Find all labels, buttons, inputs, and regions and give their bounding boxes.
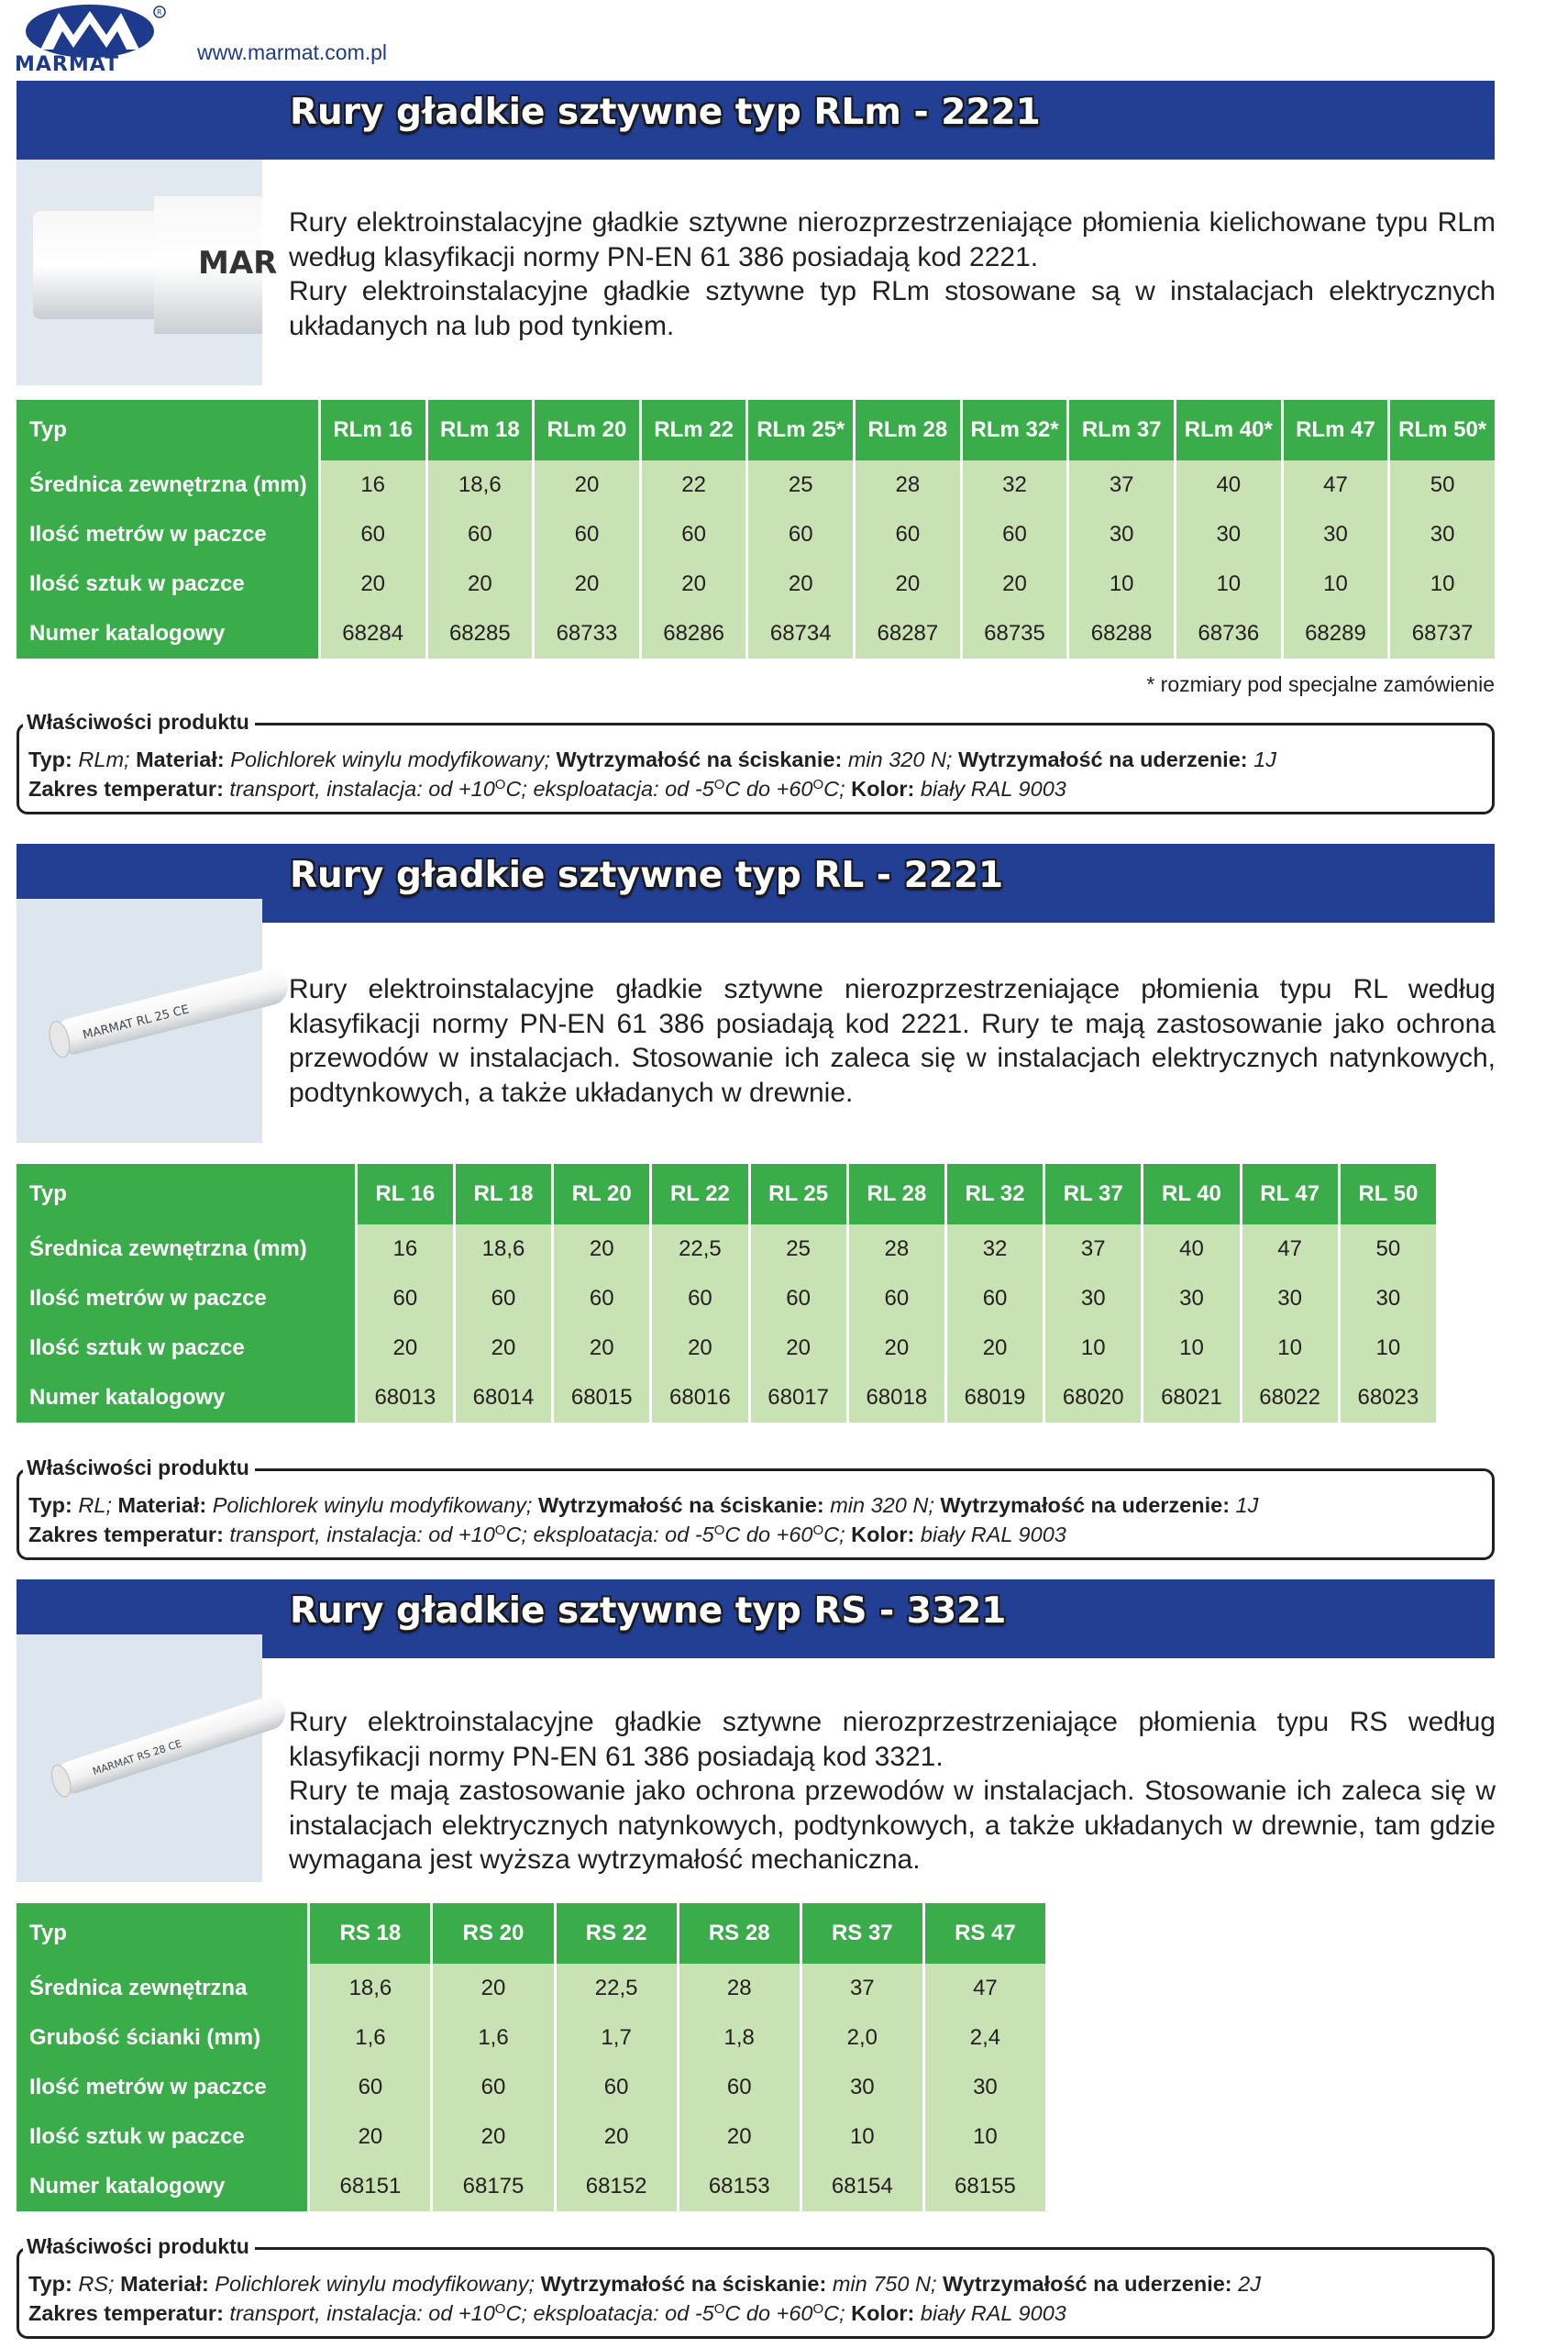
description-paragraph: Rury elektroinstalacyjne gładkie sztywne typ RLm stosowane są w instalacjach elektrycznych układanych na lub pod tynkiem.	[289, 276, 1496, 341]
properties-line-2: Zakres temperatur: transport, instalacja: od $+10^OC$; eksploatacja: od $-5^OC$ do $+60^OC$; Kolor: biały RAL 9003	[28, 2301, 1066, 2325]
table-cell: 20	[963, 559, 1067, 609]
column-header: RL 37	[1045, 1164, 1141, 1224]
website-link[interactable]: www.marmat.com.pl	[197, 40, 388, 64]
table-cell: 40	[1143, 1224, 1239, 1274]
column-header: RS 47	[925, 1903, 1045, 1964]
properties-line-1: Typ: RLm; Materiał: Polichlorek winylu modyfikowany; Wytrzymałość na ściskanie: min 320 N; Wytrzymałość na uderzenie: 1J	[28, 748, 1276, 771]
column-header: RLm 20	[535, 400, 639, 460]
row-label: Numer katalogowy	[17, 2162, 307, 2211]
table-cell: 68733	[535, 609, 639, 659]
table-cell: 68284	[321, 609, 425, 659]
properties-line-2: Zakres temperatur: transport, instalacja: od $+10^OC$; eksploatacja: od $-5^OC$ do $+60^OC$; Kolor: biały RAL 9003	[28, 777, 1066, 801]
column-header: RL 22	[652, 1164, 747, 1224]
column-header: RLm 37	[1069, 400, 1174, 460]
table-row	[17, 1964, 1045, 2013]
table-header-row	[17, 1903, 1045, 1964]
table-cell: 68013	[358, 1373, 453, 1423]
table-cell: 20	[557, 2112, 677, 2162]
table-cell: 30	[1143, 1274, 1239, 1324]
table-row	[17, 1274, 1436, 1324]
svg-text:R: R	[157, 8, 162, 17]
table-row	[17, 510, 1495, 559]
description-paragraph: Rury elektroinstalacyjne gładkie sztywne nierozprzestrzeniające płomienia typu RS według klasyfikacji normy PN-EN 61 386 posiadają kod 3321.	[289, 1707, 1496, 1772]
table-cell: 20	[652, 1324, 747, 1373]
column-header: RS 28	[679, 1903, 800, 1964]
table-cell: 20	[947, 1324, 1043, 1373]
table-cell: 1,8	[679, 2013, 800, 2063]
table-cell: 60	[456, 1274, 551, 1324]
table-row	[17, 2112, 1045, 2162]
table-cell: 18,6	[456, 1224, 551, 1274]
table-cell: 50	[1341, 1224, 1436, 1274]
column-header: RLm 40*	[1176, 400, 1281, 460]
product-photo	[17, 1634, 262, 1882]
row-label: Grubość ścianki (mm)	[17, 2013, 307, 2063]
table-cell: 20	[428, 559, 533, 609]
spec-table-rs	[14, 1903, 1048, 2211]
column-header: RLm 16	[321, 400, 425, 460]
table-cell: 25	[748, 460, 853, 510]
table-cell: 20	[433, 2112, 553, 2162]
column-header: RL 40	[1143, 1164, 1239, 1224]
table-cell: 10	[1341, 1324, 1436, 1373]
table-cell: 37	[1045, 1224, 1141, 1274]
table-cell: 2,4	[925, 2013, 1045, 2063]
properties-legend: Właściwości produktu	[23, 2234, 255, 2259]
spec-table-rlm	[14, 400, 1497, 659]
svg-text:MAR: MAR	[198, 245, 278, 282]
table-cell: 68153	[679, 2162, 800, 2211]
table-cell: 30	[1176, 510, 1281, 559]
table-cell: 30	[1341, 1274, 1436, 1324]
table-cell: 68022	[1242, 1373, 1338, 1423]
table-header-label: Typ	[17, 400, 318, 460]
properties-line-2: Zakres temperatur: transport, instalacja: od $+10^OC$; eksploatacja: od $-5^OC$ do $+60^OC$; Kolor: biały RAL 9003	[28, 1523, 1066, 1546]
row-label: Ilość sztuk w paczce	[17, 559, 318, 609]
row-label: Ilość sztuk w paczce	[17, 1324, 355, 1373]
table-row	[17, 2063, 1045, 2112]
description-paragraph: Rury elektroinstalacyjne gładkie sztywne nierozprzestrzeniające płomienia kielichowane typu RLm według klasyfikacji normy PN-EN 61 386 posiadają kod 2221.	[289, 207, 1496, 272]
table-row	[17, 1224, 1436, 1274]
table-cell: 60	[428, 510, 533, 559]
properties-line-1: Typ: RL; Materiał: Polichlorek winylu modyfikowany; Wytrzymałość na ściskanie: min 320 N; Wytrzymałość na uderzenie: 1J	[28, 1493, 1259, 1517]
table-cell: 20	[310, 2112, 430, 2162]
column-header: RL 47	[1242, 1164, 1338, 1224]
table-cell: 10	[1390, 559, 1495, 609]
column-header: RLm 25*	[748, 400, 853, 460]
table-cell: 30	[1242, 1274, 1338, 1324]
row-label: Numer katalogowy	[17, 609, 318, 659]
table-cell: 68152	[557, 2162, 677, 2211]
table-header-row	[17, 400, 1495, 460]
table-cell: 47	[1284, 460, 1388, 510]
table-cell: 16	[321, 460, 425, 510]
table-cell: 60	[849, 1274, 944, 1324]
column-header: RS 37	[802, 1903, 922, 1964]
table-cell: 68288	[1069, 609, 1174, 659]
properties-legend: Właściwości produktu	[23, 1456, 255, 1480]
row-label: Średnica zewnętrzna (mm)	[17, 460, 318, 510]
row-label: Średnica zewnętrzna	[17, 1964, 307, 2013]
table-cell: 32	[947, 1224, 1043, 1274]
section-banner-left	[17, 81, 275, 160]
table-cell: 60	[963, 510, 1067, 559]
column-header: RLm 32*	[963, 400, 1067, 460]
table-cell: 30	[1390, 510, 1495, 559]
column-header: RLm 18	[428, 400, 533, 460]
product-properties-box	[17, 1456, 1495, 1560]
logo-wordmark: MARMAT	[15, 53, 120, 76]
table-row	[17, 1373, 1436, 1423]
table-cell: 22	[642, 460, 746, 510]
table-cell: 16	[358, 1224, 453, 1274]
table-cell: 28	[679, 1964, 800, 2013]
table-cell: 10	[1069, 559, 1174, 609]
table-cell: 30	[802, 2063, 922, 2112]
table-cell: 30	[925, 2063, 1045, 2112]
table-cell: 60	[748, 510, 853, 559]
table-cell: 30	[1045, 1274, 1141, 1324]
table-cell: 68017	[751, 1373, 846, 1423]
row-label: Ilość metrów w paczce	[17, 1274, 355, 1324]
table-cell: 60	[310, 2063, 430, 2112]
section-description	[289, 1705, 1496, 1877]
spec-table-rl	[14, 1164, 1439, 1423]
table-cell: 60	[433, 2063, 553, 2112]
table-cell: 47	[1242, 1224, 1338, 1274]
footnote: * rozmiary pod specjalne zamówienie	[1146, 672, 1495, 696]
column-header: RLm 47	[1284, 400, 1388, 460]
table-cell: 60	[642, 510, 746, 559]
table-cell: 1,7	[557, 2013, 677, 2063]
column-header: RLm 50*	[1390, 400, 1495, 460]
table-cell: 68287	[856, 609, 960, 659]
table-cell: 18,6	[428, 460, 533, 510]
table-cell: 10	[1143, 1324, 1239, 1373]
table-cell: 68014	[456, 1373, 551, 1423]
properties-legend: Właściwości produktu	[23, 710, 255, 735]
table-cell: 10	[802, 2112, 922, 2162]
product-properties-box	[17, 2234, 1495, 2339]
table-cell: 10	[1176, 559, 1281, 609]
table-cell: 10	[1242, 1324, 1338, 1373]
table-cell: 68155	[925, 2162, 1045, 2211]
table-cell: 2,0	[802, 2013, 922, 2063]
table-cell: 28	[856, 460, 960, 510]
column-header: RLm 22	[642, 400, 746, 460]
row-label: Ilość metrów w paczce	[17, 510, 318, 559]
table-cell: 68023	[1341, 1373, 1436, 1423]
table-cell: 20	[321, 559, 425, 609]
column-header: RL 50	[1341, 1164, 1436, 1224]
section-title: Rury gładkie sztywne typ RL - 2221	[290, 855, 1004, 896]
column-header: RS 18	[310, 1903, 430, 1964]
table-cell: 60	[557, 2063, 677, 2112]
table-cell: 22,5	[557, 1964, 677, 2013]
table-cell: 20	[554, 1324, 649, 1373]
table-row	[17, 460, 1495, 510]
row-label: Średnica zewnętrzna (mm)	[17, 1224, 355, 1274]
description-paragraph: Rury te mają zastosowanie jako ochrona przewodów w instalacjach. Stosowanie ich zaleca się w instalacjach elektrycznych natynkowych, podtynkowych, a także układanych w drewnie, tam gdzie wymagana jest wyższa wytrzymałość mechaniczna.	[289, 1776, 1496, 1875]
table-cell: 68154	[802, 2162, 922, 2211]
table-row	[17, 1324, 1436, 1373]
row-label: Ilość sztuk w paczce	[17, 2112, 307, 2162]
pipe-rlm-image	[17, 160, 278, 385]
table-cell: 68736	[1176, 609, 1281, 659]
table-row	[17, 2162, 1045, 2211]
column-header: RL 32	[947, 1164, 1043, 1224]
table-cell: 25	[751, 1224, 846, 1274]
table-cell: 68019	[947, 1373, 1043, 1423]
column-header: RS 20	[433, 1903, 553, 1964]
column-header: RL 18	[456, 1164, 551, 1224]
table-cell: 50	[1390, 460, 1495, 510]
table-cell: 60	[321, 510, 425, 559]
column-header: RLm 28	[856, 400, 960, 460]
table-cell: 60	[947, 1274, 1043, 1324]
table-cell: 60	[679, 2063, 800, 2112]
table-header-label: Typ	[17, 1903, 307, 1964]
table-cell: 68175	[433, 2162, 553, 2211]
pipe-rl-image	[17, 899, 262, 1143]
table-cell: 60	[751, 1274, 846, 1324]
table-cell: 68289	[1284, 609, 1388, 659]
table-cell: 1,6	[310, 2013, 430, 2063]
product-photo	[17, 160, 278, 385]
table-cell: 68015	[554, 1373, 649, 1423]
section-description	[289, 972, 1496, 1110]
svg-text:MARMAT RS 28 CE: MARMAT RS 28 CE	[91, 1737, 183, 1778]
product-photo	[17, 899, 262, 1143]
table-cell: 20	[358, 1324, 453, 1373]
table-cell: 1,6	[433, 2013, 553, 2063]
table-cell: 40	[1176, 460, 1281, 510]
table-cell: 20	[456, 1324, 551, 1373]
section-title: Rury gładkie sztywne typ RS - 3321	[290, 1590, 1007, 1632]
table-cell: 20	[554, 1224, 649, 1274]
table-cell: 47	[925, 1964, 1045, 2013]
table-cell: 68021	[1143, 1373, 1239, 1423]
table-cell: 37	[802, 1964, 922, 2013]
table-cell: 20	[849, 1324, 944, 1373]
properties-line-1: Typ: RS; Materiał: Polichlorek winylu modyfikowany; Wytrzymałość na ściskanie: min 750 N; Wytrzymałość na uderzenie: 2J	[28, 2272, 1261, 2296]
table-cell: 10	[1284, 559, 1388, 609]
table-header-row	[17, 1164, 1436, 1224]
table-cell: 68151	[310, 2162, 430, 2211]
table-cell: 68737	[1390, 609, 1495, 659]
column-header: RL 28	[849, 1164, 944, 1224]
table-cell: 68735	[963, 609, 1067, 659]
table-cell: 10	[1045, 1324, 1141, 1373]
table-cell: 20	[751, 1324, 846, 1373]
table-row	[17, 559, 1495, 609]
table-header-label: Typ	[17, 1164, 355, 1224]
product-properties-box	[17, 710, 1495, 814]
table-cell: 20	[679, 2112, 800, 2162]
table-cell: 68286	[642, 609, 746, 659]
section-description	[289, 205, 1496, 343]
table-row	[17, 609, 1495, 659]
table-cell: 68020	[1045, 1373, 1141, 1423]
table-cell: 60	[358, 1274, 453, 1324]
pipe-rs-image	[17, 1634, 262, 1882]
svg-text:MARMAT RL 25 CE: MARMAT RL 25 CE	[81, 1002, 191, 1043]
table-cell: 60	[652, 1274, 747, 1324]
table-cell: 20	[748, 559, 853, 609]
column-header: RL 16	[358, 1164, 453, 1224]
table-cell: 68018	[849, 1373, 944, 1423]
column-header: RL 20	[554, 1164, 649, 1224]
description-paragraph: Rury elektroinstalacyjne gładkie sztywne nierozprzestrzeniające płomienia typu RL według klasyfikacji normy PN-EN 61 386 posiadają kod 2221. Rury te mają zastosowanie jako ochrona przewodów w instalacjach. Stosowanie ich zaleca się w instalacjach elektrycznych natynkowych, podtynkowych, a także układanych w drewnie.	[289, 974, 1496, 1108]
table-cell: 32	[963, 460, 1067, 510]
row-label: Numer katalogowy	[17, 1373, 355, 1423]
table-cell: 22,5	[652, 1224, 747, 1274]
table-cell: 30	[1284, 510, 1388, 559]
row-label: Ilość metrów w paczce	[17, 2063, 307, 2112]
table-cell: 28	[849, 1224, 944, 1274]
table-cell: 20	[856, 559, 960, 609]
table-cell: 68734	[748, 609, 853, 659]
table-cell: 60	[554, 1274, 649, 1324]
table-cell: 20	[642, 559, 746, 609]
table-cell: 60	[535, 510, 639, 559]
table-cell: 68016	[652, 1373, 747, 1423]
table-cell: 60	[856, 510, 960, 559]
table-cell: 37	[1069, 460, 1174, 510]
column-header: RL 25	[751, 1164, 846, 1224]
table-cell: 20	[535, 460, 639, 510]
table-cell: 18,6	[310, 1964, 430, 2013]
table-cell: 20	[535, 559, 639, 609]
table-cell: 20	[433, 1964, 553, 2013]
table-cell: 68285	[428, 609, 533, 659]
table-cell: 30	[1069, 510, 1174, 559]
column-header: RS 22	[557, 1903, 677, 1964]
table-cell: 10	[925, 2112, 1045, 2162]
section-title: Rury gładkie sztywne typ RLm - 2221	[290, 92, 1041, 133]
table-row	[17, 2013, 1045, 2063]
